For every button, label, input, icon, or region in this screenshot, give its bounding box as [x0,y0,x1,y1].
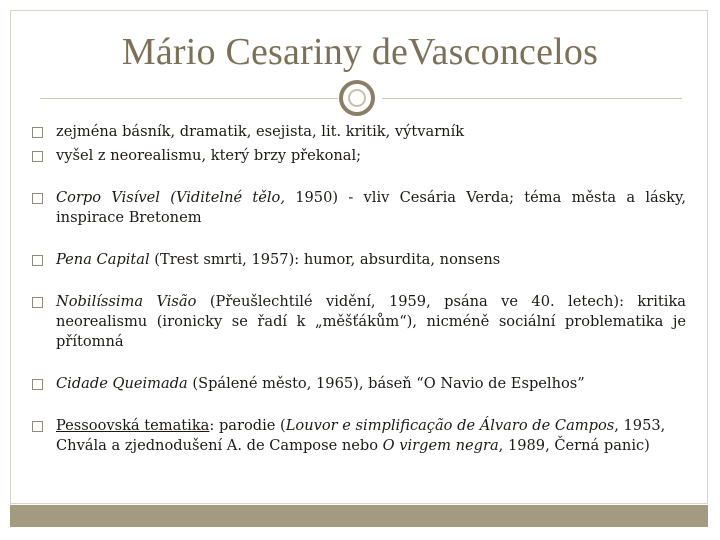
bullet-text: (Trest smrti, 1957): humor, absurdita, nonsens [149,251,501,268]
square-bullet-icon [32,193,43,204]
bullet-text: : parodie ( [209,417,286,434]
bullet-text: vyšel z neorealismu, který brzy překonal; [56,147,362,164]
square-bullet-icon [32,151,43,162]
footer-bar [10,505,708,527]
square-bullet-icon [32,297,43,308]
title-rule-right [382,98,682,99]
list-item [32,188,686,228]
bullet-list [32,122,686,456]
list-item [32,146,686,166]
bullet-text: (Spálené město, 1965), báseň “O Navio de Espelhos” [187,375,585,392]
topic-heading: Pessoovská tematika [56,417,210,434]
work-title: Cidade Queimada [56,375,188,392]
list-item [32,416,686,456]
list-item [32,374,686,394]
circle-ornament-icon [339,80,375,116]
bullet-text: (Přeušlechtilé vidění, 1959, psána ve 40. letech): kritika neorealismu (ironicky se řadí k „měšťákům“), nicméně sociální problematika je přítomná [56,293,686,350]
slide-title: Mário Cesariny deVasconcelos [121,31,599,73]
square-bullet-icon [32,127,43,138]
title-rule-left [40,98,338,99]
bullet-text: 1950) - vliv Cesária Verda; téma města a lásky, inspirace Bretonem [56,189,686,226]
work-title: O virgem negra [382,437,499,454]
work-title: Corpo Visível (Viditelné tělo, [56,189,285,206]
list-item [32,292,686,352]
work-title: Louvor e simplificação de Álvaro de Campos [285,417,615,434]
square-bullet-icon [32,379,43,390]
list-item [32,122,686,142]
bullet-text: , 1953, Chvála a zjednodušení A. de Campose nebo [56,417,666,454]
work-title: Nobilíssima Visão [56,293,197,310]
circle-ornament-inner [348,89,366,107]
bullet-text: zejména básník, dramatik, esejista, lit. kritik, výtvarník [56,123,465,140]
bullet-text: , 1989, Černá panic) [498,437,650,454]
square-bullet-icon [32,421,43,432]
list-item [32,250,686,270]
work-title: Pena Capital [56,251,150,268]
square-bullet-icon [32,255,43,266]
